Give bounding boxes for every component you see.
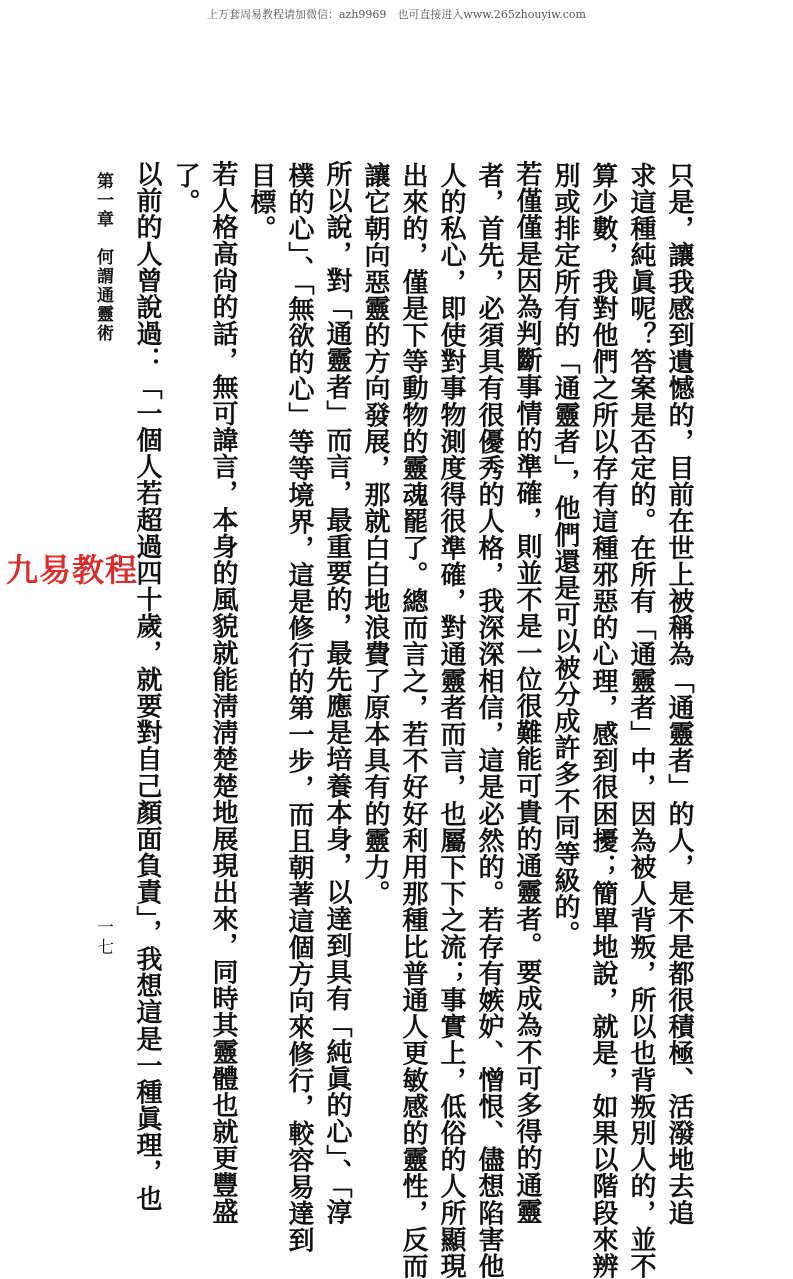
text-column-1: 只是，讓我感到遺憾的，目前在世上被稱為「通靈者」的人，是不是都很積極、活潑地去追 [664, 162, 694, 1226]
text-column-13: 若人格高尙的話，無可諱言，本身的風貌就能淸淸楚楚地展現出來，同時其靈體也就更豐盛 [208, 134, 238, 1225]
text-column-3: 算少數，我對他們之所以存有這種邪惡的心理，感到很困擾；簡單地說，就是，如果以階段來辨 [588, 162, 618, 1279]
text-column-4: 別或排定所有的「通靈者」，他們還是可以被分成許多不同等級的。 [550, 162, 580, 947]
text-column-11: 樸的心」、「無欲的心」等等境界，這是修行的第一步，而且朝著這個方向來修行，較容易達到 [284, 162, 314, 1254]
text-column-10: 所以說，對「通靈者」而言，最重要的，最先應是培養本身，以達到具有「純眞的心」、「淳 [322, 134, 352, 1226]
watermark-logo: 九易教程 [6, 551, 139, 589]
text-column-6: 者，首先，必須具有很優秀的人格，我深深相信，這是必然的。若存有嫉妒、憎恨、儘想陷害他 [474, 162, 504, 1279]
text-column-12: 目標。 [246, 162, 276, 242]
page-number: 一七 [93, 918, 113, 958]
text-column-14: 了。 [170, 162, 200, 216]
top-banner: 上万套周易教程请加微信：azh9969 也可直接进入www.265zhouyiw.com [206, 8, 586, 21]
text-column-8: 出來的，僅是下等動物的靈魂罷了。總而言之，若不好好利用那種比普通人更敏感的靈性，反而 [398, 162, 428, 1279]
text-column-7: 人的私心，即使對事物測度得很準確，對通靈者而言，也屬下下之流；事實上，低俗的人所顯現 [436, 162, 466, 1279]
text-column-5: 若僅僅是因為判斷事情的準確，則並不是一位很難能可貴的通靈者。要成為不可多得的通靈 [512, 134, 542, 1225]
text-column-2: 求這種純眞呢？答案是否定的。在所有「通靈者」中，因為被人背叛，所以也背叛別人的，並不 [626, 162, 656, 1279]
chapter-header: 第一章 何謂通靈術 [93, 172, 113, 343]
text-column-9: 讓它朝向惡靈的方向發展，那就白白地浪費了原本具有的靈力。 [360, 162, 390, 907]
text-column-15: 以前的人曾說過：「一個人若超過四十歲，就要對自己顏面負責」，我想這是一種眞理，也 [132, 134, 162, 1212]
